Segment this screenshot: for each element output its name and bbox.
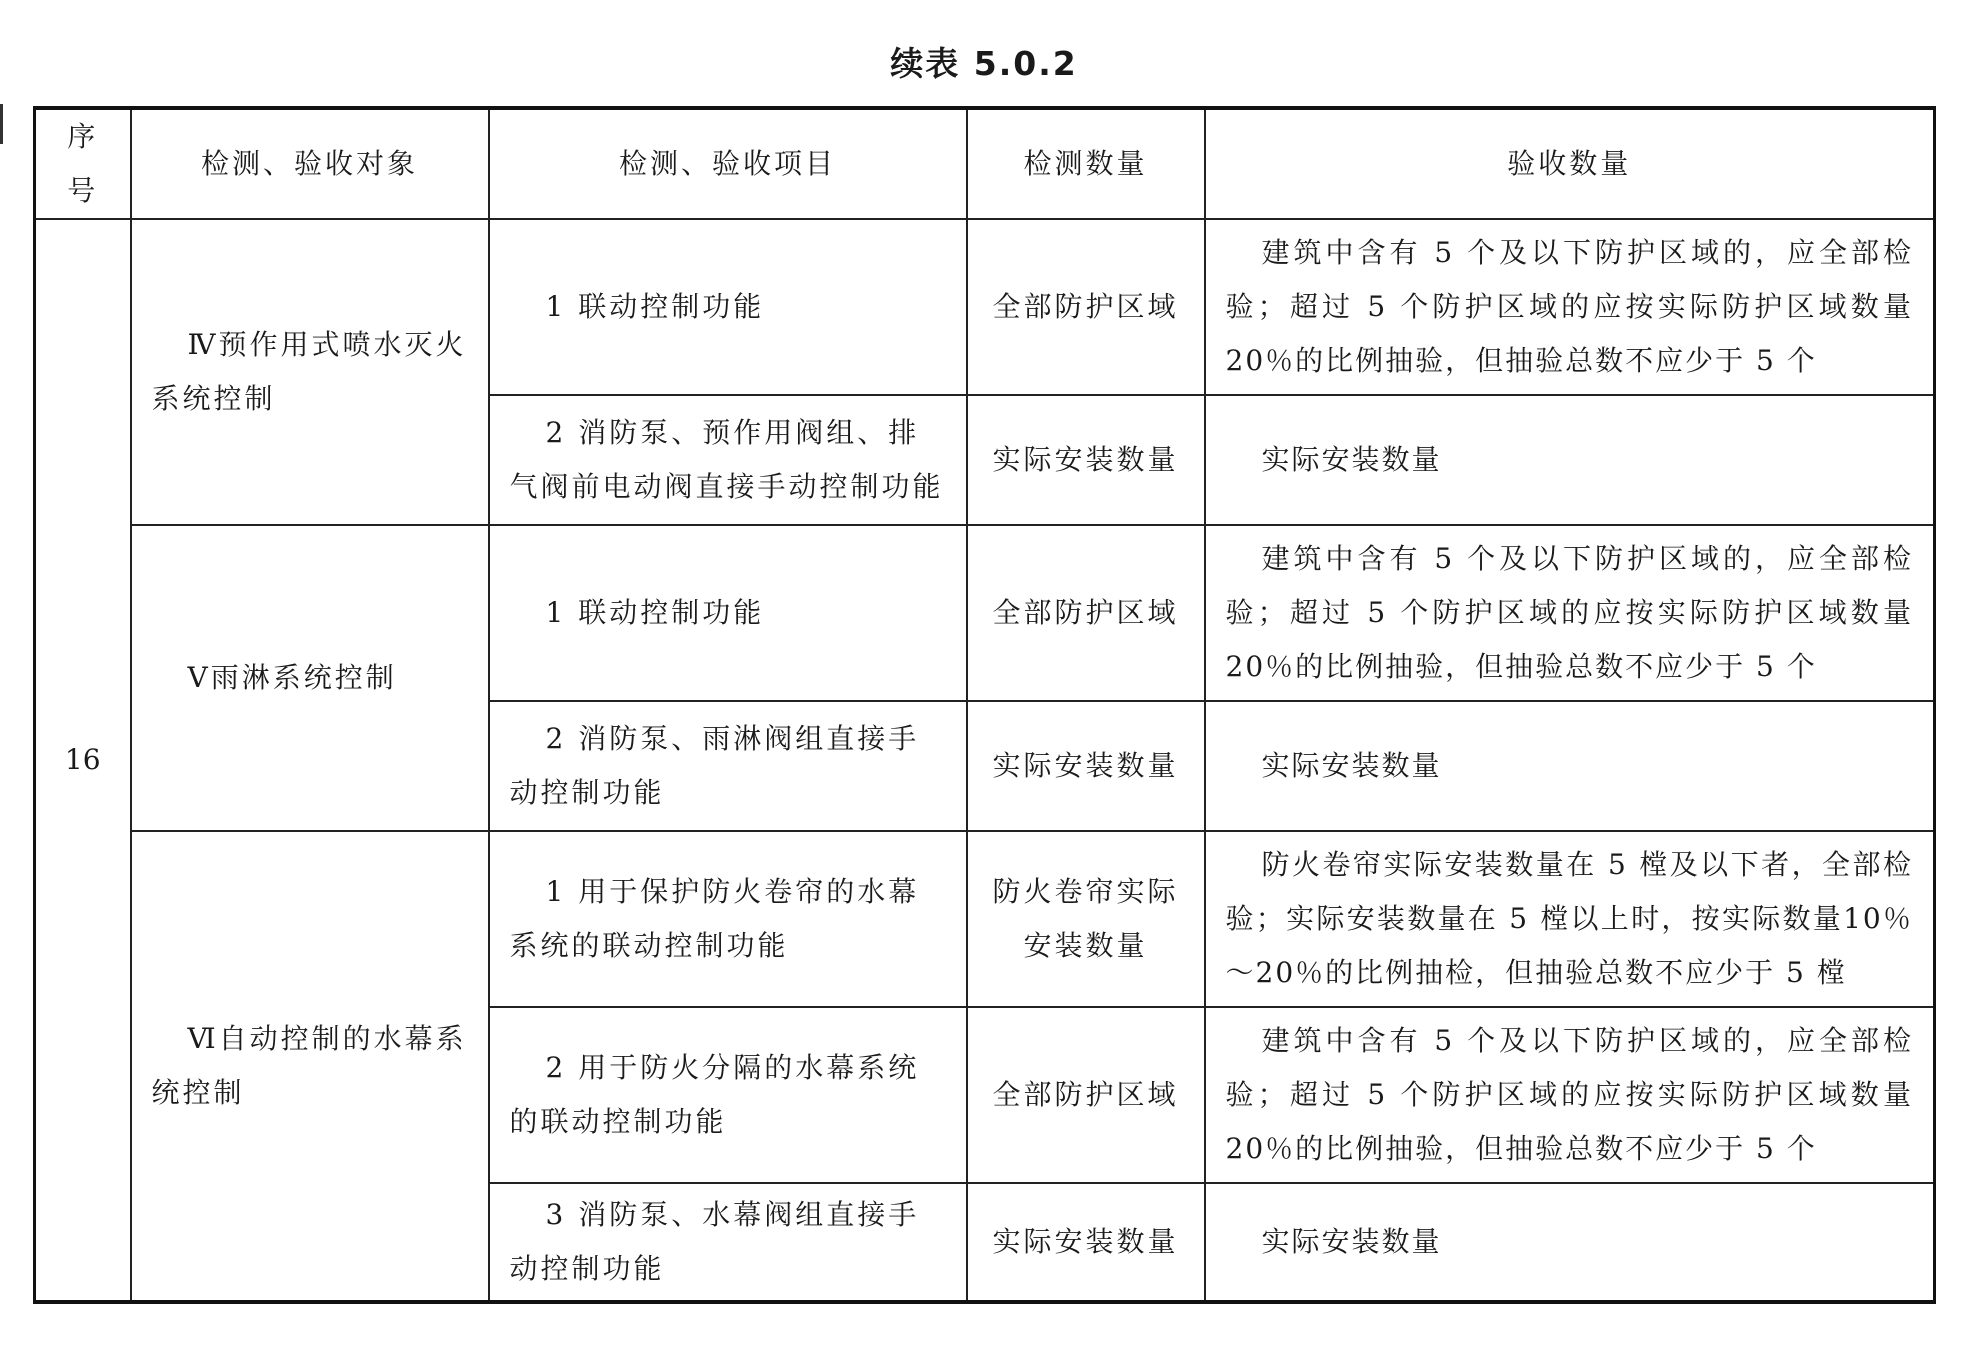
inspection-qty-cell: 实际安装数量 — [967, 395, 1205, 525]
acceptance-text: 实际安装数量 — [1261, 443, 1442, 476]
item-cell — [489, 219, 967, 395]
acceptance-text: 实际安装数量 — [1261, 749, 1442, 782]
acceptance-cell — [1205, 1183, 1935, 1302]
inspection-qty-cell: 全部防护区域 — [967, 219, 1205, 395]
item-cell — [489, 701, 967, 831]
acceptance-text: 建筑中含有 5 个及以下防护区域的，应全部检验；超过 5 个防护区域的应按实际防护区域数量 20％的比例抽验，但抽验总数不应少于 5 个 — [1225, 1024, 1913, 1165]
acceptance-text: 实际安装数量 — [1261, 1225, 1442, 1258]
item-text: 2 消防泵、雨淋阀组直接手动控制功能 — [509, 722, 920, 809]
header-item: 检测、验收项目 — [489, 108, 967, 219]
inspection-qty-cell: 防火卷帘实际安装数量 — [967, 831, 1205, 1007]
acceptance-text: 建筑中含有 5 个及以下防护区域的，应全部检验；超过 5 个防护区域的应按实际防护区域数量 20％的比例抽验，但抽验总数不应少于 5 个 — [1225, 236, 1913, 377]
item-text: 2 用于防火分隔的水幕系统的联动控制功能 — [509, 1051, 920, 1138]
item-text: 1 用于保护防火卷帘的水幕系统的联动控制功能 — [509, 875, 920, 962]
page-edge-mark — [0, 104, 9, 144]
item-text: 1 联动控制功能 — [545, 290, 765, 323]
acceptance-cell — [1205, 831, 1935, 1007]
object-text: Ⅳ预作用式喷水灭火系统控制 — [151, 328, 467, 415]
acceptance-cell — [1205, 219, 1935, 395]
table-caption: 续表 5.0.2 — [890, 44, 1078, 83]
acceptance-text: 建筑中含有 5 个及以下防护区域的，应全部检验；超过 5 个防护区域的应按实际防护区域数量 20％的比例抽验，但抽验总数不应少于 5 个 — [1225, 542, 1913, 683]
inspection-qty-cell: 全部防护区域 — [967, 1007, 1205, 1183]
inspection-table — [33, 106, 1936, 1304]
object-text: Ⅵ自动控制的水幕系统控制 — [151, 1022, 467, 1109]
item-cell — [489, 831, 967, 1007]
inspection-qty-cell: 全部防护区域 — [967, 525, 1205, 701]
object-cell — [131, 525, 489, 831]
object-text: Ⅴ雨淋系统控制 — [187, 661, 397, 694]
header-object: 检测、验收对象 — [131, 108, 489, 219]
inspection-qty-cell: 实际安装数量 — [967, 701, 1205, 831]
item-cell — [489, 1007, 967, 1183]
item-cell — [489, 395, 967, 525]
item-text: 2 消防泵、预作用阀组、排气阀前电动阀直接手动控制功能 — [509, 416, 944, 503]
item-text: 1 联动控制功能 — [545, 596, 765, 629]
header-acceptance-qty: 验收数量 — [1205, 108, 1935, 219]
acceptance-cell — [1205, 1007, 1935, 1183]
table-row — [35, 831, 1935, 1007]
table-header-row — [35, 108, 1935, 219]
acceptance-cell — [1205, 701, 1935, 831]
item-cell — [489, 525, 967, 701]
table-row — [35, 219, 1935, 395]
header-seq: 序号 — [35, 108, 131, 219]
acceptance-cell — [1205, 525, 1935, 701]
acceptance-cell — [1205, 395, 1935, 525]
table-row — [35, 525, 1935, 701]
acceptance-text: 防火卷帘实际安装数量在 5 樘及以下者，全部检验；实际安装数量在 5 樘以上时，按实际数量10％～20％的比例抽检，但抽验总数不应少于 5 樘 — [1225, 848, 1913, 989]
object-cell — [131, 831, 489, 1302]
seq-cell: 16 — [35, 219, 131, 1302]
header-inspection-qty: 检测数量 — [967, 108, 1205, 219]
item-cell — [489, 1183, 967, 1302]
item-text: 3 消防泵、水幕阀组直接手动控制功能 — [509, 1198, 920, 1285]
object-cell — [131, 219, 489, 525]
inspection-qty-cell: 实际安装数量 — [967, 1183, 1205, 1302]
